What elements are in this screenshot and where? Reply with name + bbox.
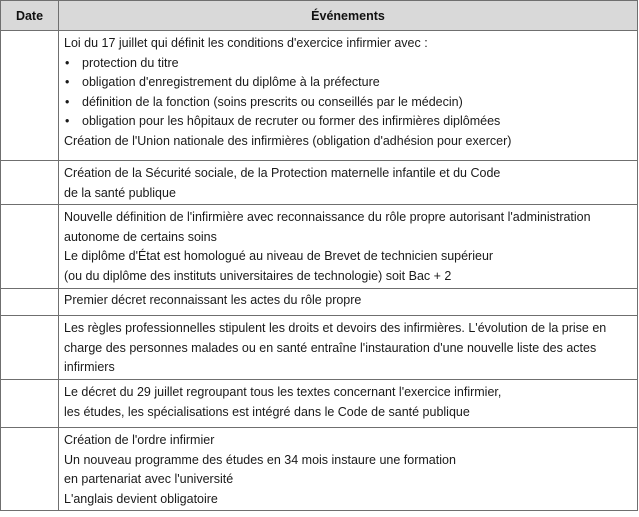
event-line: autonome de certains soins — [64, 229, 217, 244]
bullet-item: • obligation pour les hôpitaux de recruter ou former des infirmières diplômées — [64, 112, 629, 132]
event-line: (ou du diplôme des instituts universitaires de technologie) soit Bac + 2 — [64, 268, 452, 283]
date-cell — [1, 428, 59, 511]
table-row — [1, 380, 638, 428]
date-cell — [1, 380, 59, 428]
event-line: Les règles professionnelles stipulent les droits et devoirs des infirmières. L'évolution de la prise en — [64, 321, 607, 335]
event-line: Un nouveau programme des études en 34 mois instaure une formation — [64, 452, 456, 467]
event-line: en partenariat avec l'université — [64, 472, 234, 487]
events-column-header: Événements — [59, 1, 638, 31]
event-line: Création de l'ordre infirmier — [64, 433, 215, 447]
event-line: les études, les spécialisations est intégré dans le Code de santé publique — [64, 404, 470, 419]
event-line: Nouvelle définition de l'infirmière avec reconnaissance du rôle propre autorisant l'administration — [64, 210, 591, 224]
date-cell — [1, 316, 59, 380]
event-line: charge des personnes malades ou en santé entraîne l'instauration d'une nouvelle liste des actes — [64, 340, 597, 355]
event-line: L'anglais devient obligatoire — [64, 491, 218, 506]
events-cell — [59, 205, 638, 289]
event-line: infirmiers — [64, 360, 115, 375]
table-row — [1, 428, 638, 511]
event-line: Création de l'Union nationale des infirmières (obligation d'adhésion pour exercer) — [64, 133, 512, 148]
event-line: de la santé publique — [64, 185, 176, 200]
bullet-item: • protection du titre — [64, 54, 629, 74]
events-cell — [59, 428, 638, 511]
date-column-header: Date — [1, 1, 59, 31]
date-cell — [1, 205, 59, 289]
table-row — [1, 205, 638, 289]
event-line: Le décret du 29 juillet regroupant tous les textes concernant l'exercice infirmier, — [64, 385, 502, 399]
table-row — [1, 161, 638, 205]
events-cell — [59, 289, 638, 316]
events-cell — [59, 380, 638, 428]
event-line: Loi du 17 juillet qui définit les conditions d'exercice infirmier avec : — [64, 36, 428, 50]
header-row — [1, 1, 638, 31]
bullet-list — [64, 54, 629, 132]
event-line: Création de la Sécurité sociale, de la Protection maternelle infantile et du Code — [64, 166, 501, 180]
events-cell — [59, 161, 638, 205]
events-cell — [59, 31, 638, 161]
date-cell — [1, 161, 59, 205]
event-line: Premier décret reconnaissant les actes du rôle propre — [64, 293, 362, 307]
table-row — [1, 289, 638, 316]
table-row — [1, 31, 638, 161]
events-cell — [59, 316, 638, 380]
date-cell — [1, 31, 59, 161]
event-line: Le diplôme d'État est homologué au niveau de Brevet de technicien supérieur — [64, 249, 494, 264]
bullet-item: • obligation d'enregistrement du diplôme à la préfecture — [64, 73, 629, 93]
bullet-item: • définition de la fonction (soins prescrits ou conseillés par le médecin) — [64, 93, 629, 113]
table-row — [1, 316, 638, 380]
date-cell — [1, 289, 59, 316]
